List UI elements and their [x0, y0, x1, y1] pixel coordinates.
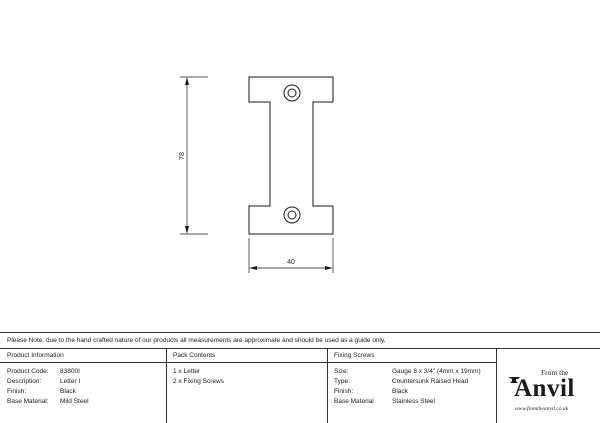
- screw-size-key: Size:: [334, 368, 349, 375]
- screw-material-key: Base Material: [334, 398, 374, 405]
- screw-size-value: Gauge 8 x 3/4" (4mm x 19mm): [392, 368, 481, 375]
- product-code-row: [7, 367, 166, 377]
- description-row: [7, 377, 166, 387]
- width-dimension: [249, 238, 333, 273]
- top-screw-hole: [284, 85, 300, 101]
- screw-finish-key: Finish:: [334, 388, 354, 395]
- screw-finish-row: [334, 387, 496, 397]
- screw-type-key: Type:: [334, 378, 350, 385]
- screw-type-row: [334, 377, 496, 387]
- base-material-key: Base Material:: [7, 398, 49, 405]
- screw-type-value: Countersunk Raised Head: [392, 378, 469, 385]
- description-value: Letter I: [60, 378, 81, 385]
- height-dimension-label: 78: [179, 152, 186, 160]
- disclaimer-text: Please Note, due to the hand crafted nature of our products all measurements are approximate and should be used as a guide only.: [7, 337, 386, 344]
- product-code-value: 83800I: [60, 368, 80, 375]
- base-material-value: Mild Steel: [60, 398, 89, 405]
- logo-wordmark: Anvil: [514, 375, 575, 402]
- fixing-screws-heading: Fixing Screws: [327, 349, 496, 363]
- from-the-anvil-logo: [497, 349, 600, 423]
- screw-size-row: [334, 367, 496, 377]
- logo-url: www.fromtheanvil.co.uk: [515, 406, 569, 412]
- disclaimer-note: [0, 332, 600, 349]
- pack-item: 1 x Letter: [173, 368, 201, 375]
- pack-contents-heading: Pack Contents: [166, 349, 327, 363]
- finish-value: Black: [60, 388, 76, 395]
- finish-row: [7, 387, 166, 397]
- width-dimension-label: 40: [287, 259, 295, 266]
- screw-material-row: [334, 397, 496, 407]
- pack-item: 2 x Fixing Screws: [173, 378, 224, 385]
- logo-from-the: From the: [541, 368, 569, 377]
- pack-contents-column: [166, 349, 328, 423]
- product-information-heading: Product Information: [0, 349, 166, 363]
- product-info-table: [0, 348, 600, 423]
- product-information-column: [0, 349, 167, 423]
- fixing-screws-column: [327, 349, 497, 423]
- finish-key: Finish:: [7, 388, 27, 395]
- screw-material-value: Stainless Steel: [392, 398, 435, 405]
- product-code-key: Product Code:: [7, 368, 49, 375]
- description-key: Description:: [7, 378, 42, 385]
- screw-finish-value: Black: [392, 388, 408, 395]
- base-material-row: [7, 397, 166, 407]
- bottom-screw-hole: [284, 207, 300, 223]
